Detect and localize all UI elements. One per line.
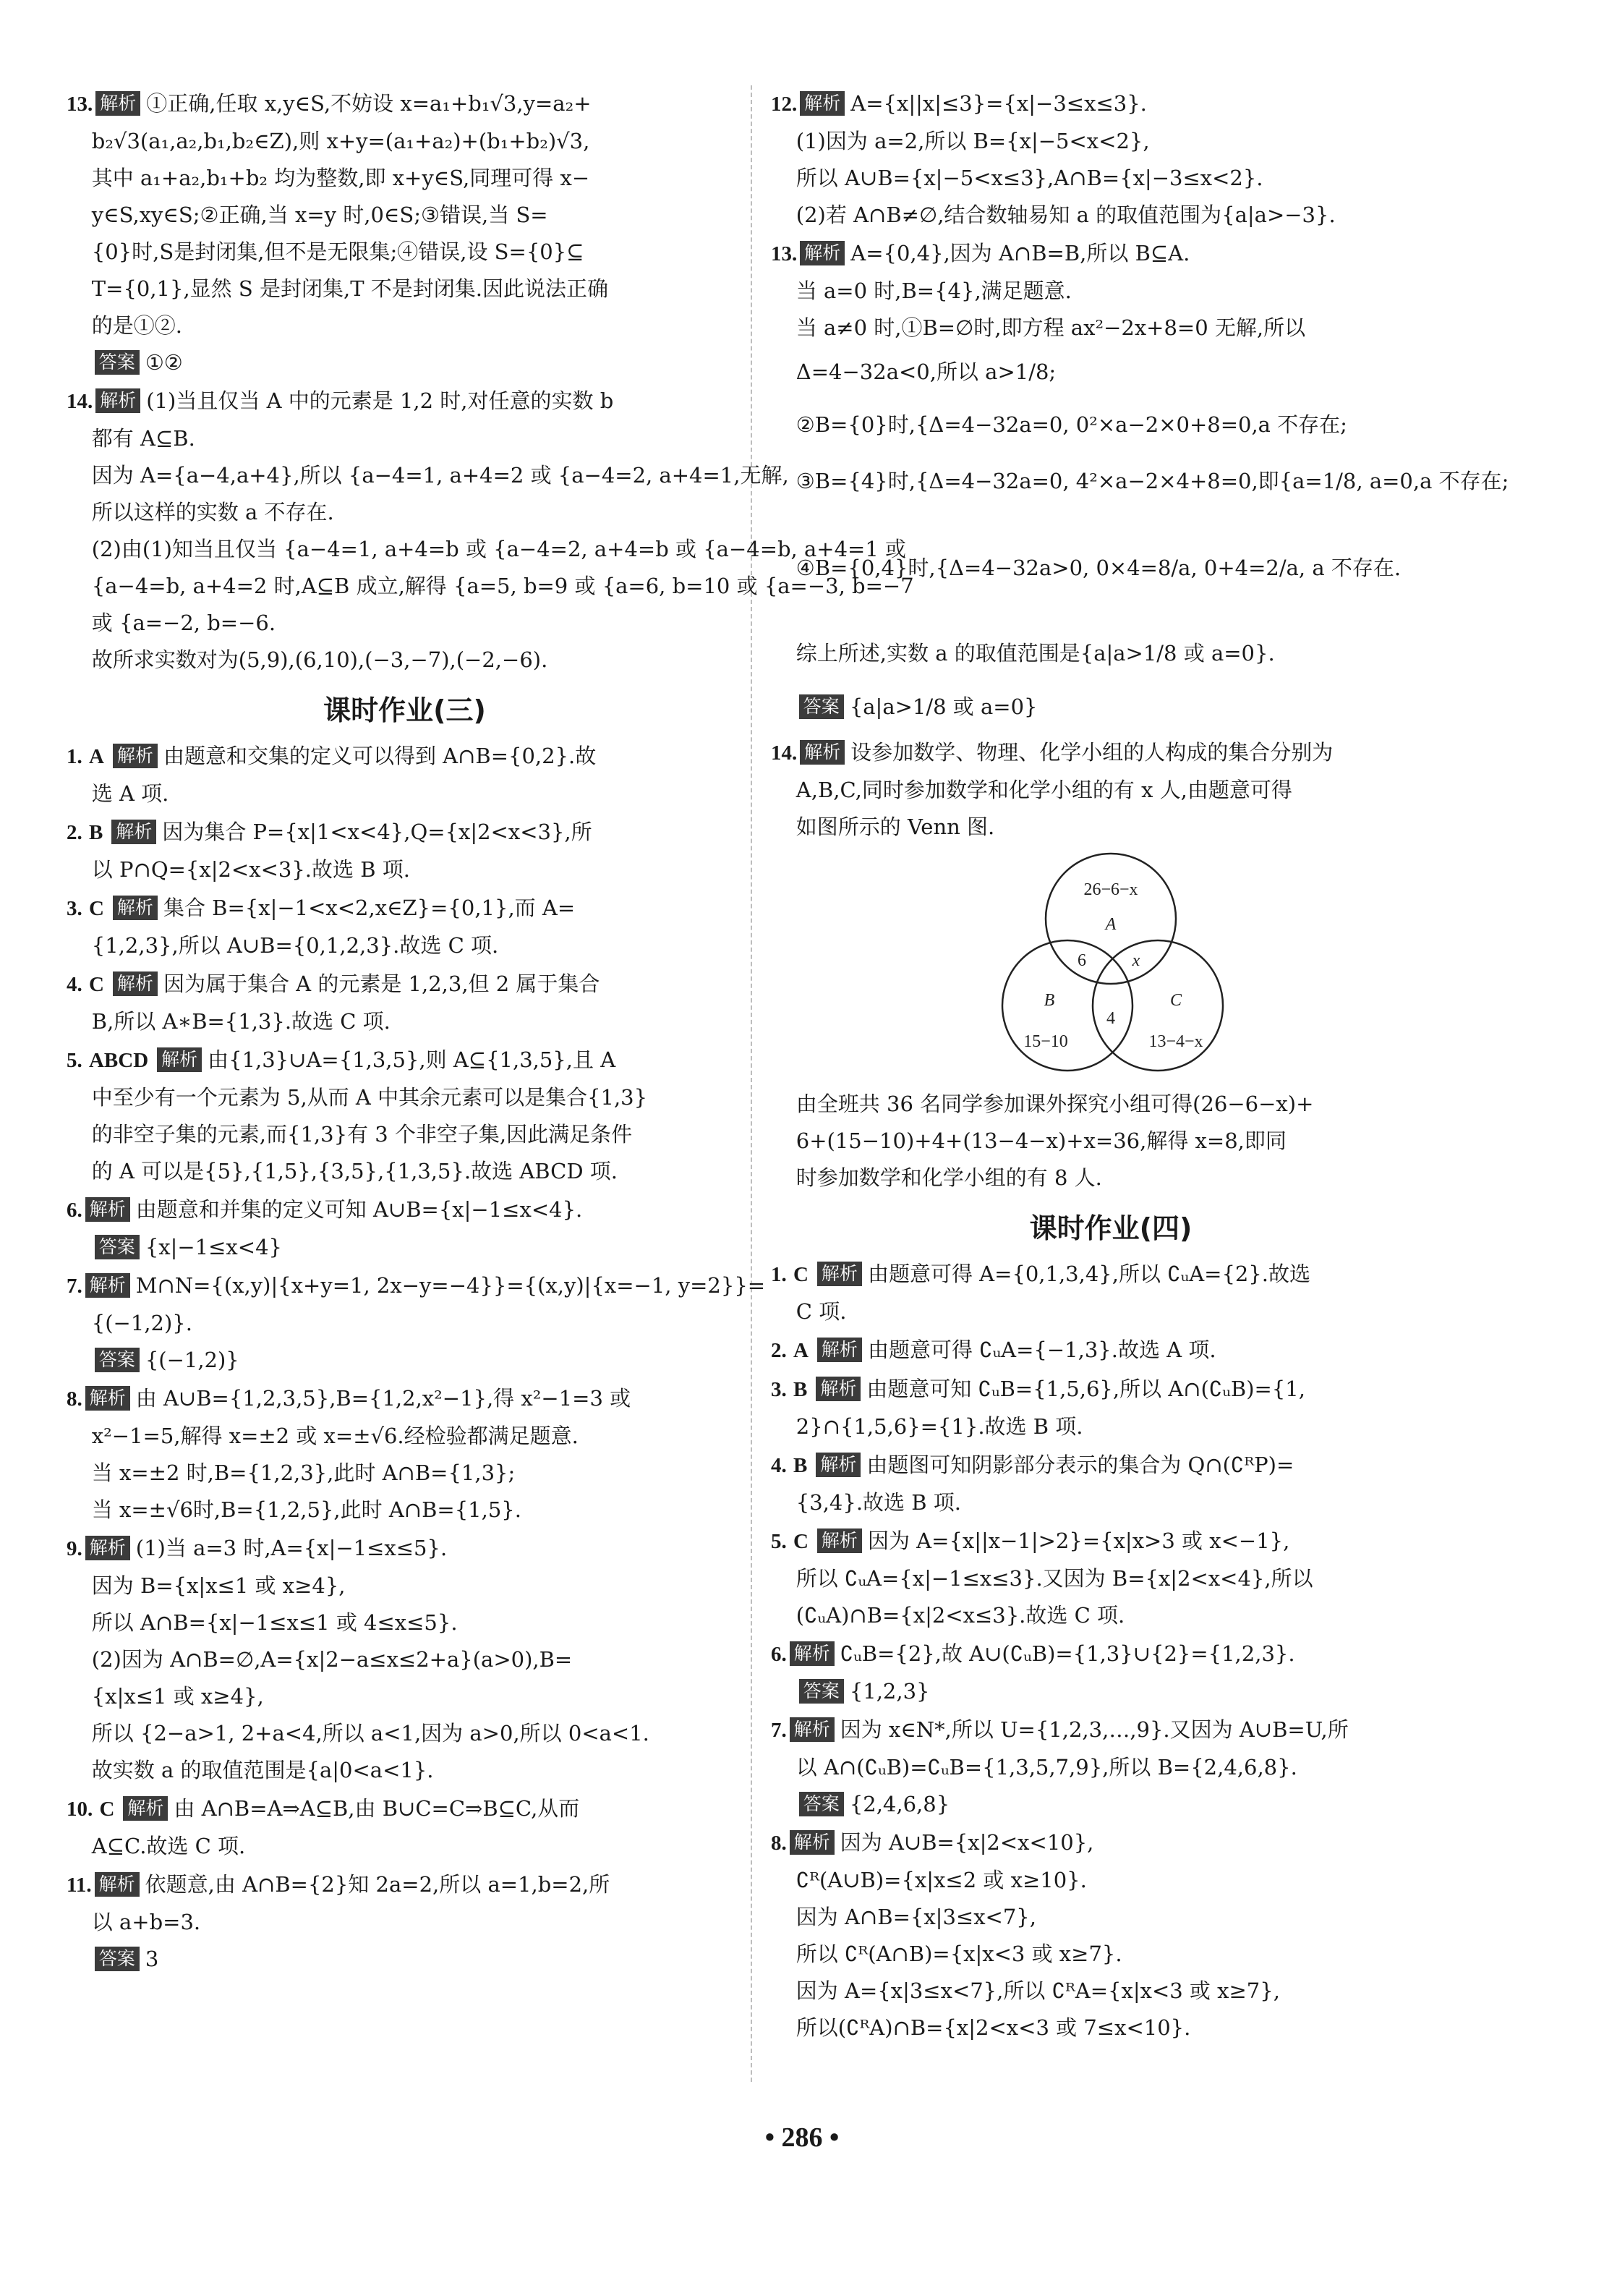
exercise-item (771, 1256, 1451, 1330)
choice-answer: ABCD (88, 1049, 149, 1072)
solution-line: 或 {a=−2, b=−6. (91, 611, 276, 635)
solution-line: ∁ᴿ(A∪B)={x|x≤2 或 x≥10}. (795, 1868, 1087, 1892)
venn-bc: 4 (1106, 1009, 1115, 1028)
answer-text: {1,2,3} (849, 1679, 930, 1704)
solution-line: (1)因为 a=2,所以 B={x|−5<x<2}, (795, 129, 1150, 153)
solution-line: 所以 A∪B={x|−5<x≤3},A∩B={x|−3≤x<2}. (795, 166, 1263, 190)
solution-line: 集合 B={x|−1<x<2,x∈Z}={0,1},而 A= (163, 896, 576, 920)
problem-number: 4. (67, 973, 82, 996)
answer-tag: 答案 (799, 694, 844, 719)
analysis-tag: 解析 (113, 971, 158, 996)
exercise-item (771, 1636, 1451, 1710)
analysis-tag: 解析 (817, 1262, 862, 1286)
exercise-item (67, 1042, 743, 1190)
solution-line: {a−4=b, a+4=2 时,A⊆B 成立,解得 {a=5, b=9 或 {a=6, b=10 或 {a=−3, b=−7 (91, 574, 914, 598)
analysis-tag: 解析 (123, 1796, 168, 1821)
solution-line: 所以 A∩B={x|−1≤x≤1 或 4≤x≤5}. (91, 1610, 458, 1635)
exercise-item (67, 1380, 743, 1528)
choice-answer: C (793, 1530, 809, 1553)
exercise-item (771, 1523, 1451, 1634)
solution-line: (1)当且仅当 A 中的元素是 1,2 时,对任意的实数 b (146, 388, 614, 413)
answer-tag: 答案 (95, 1235, 140, 1259)
analysis-tag: 解析 (113, 744, 158, 768)
venn-label-a: A (1105, 915, 1117, 934)
analysis-tag: 解析 (790, 1641, 835, 1666)
problem-14 (67, 383, 914, 679)
choice-answer: B (793, 1454, 808, 1477)
choice-answer: A (793, 1339, 809, 1362)
venn-label-b: B (1044, 991, 1055, 1010)
problem-number: 9. (67, 1537, 82, 1560)
answer-text: 3 (145, 1947, 159, 1971)
exercise-item (67, 1530, 743, 1789)
solution-line: 都有 A⊆B. (91, 426, 195, 451)
solution-line: (2)由(1)知当且仅当 {a−4=1, a+4=b 或 {a−4=2, a+4=b 或 {a−4=b, a+4=1 或 (91, 537, 906, 561)
solution-line: 所以 ∁ᵤA={x|−1≤x≤3}.又因为 B={x|2<x<4},所以 (795, 1566, 1313, 1591)
solution-line: 2}∩{1,5,6}={1}.故选 B 项. (795, 1414, 1083, 1439)
venn-only-c: 13−4−x (1148, 1032, 1203, 1051)
solution-line: 所以 {2−a>1, 2+a<4,所以 a<1,因为 a>0,所以 0<a<1. (91, 1721, 649, 1746)
solution-line: {(−1,2)}. (91, 1311, 192, 1335)
exercise-item (67, 1866, 743, 1978)
solution-line: 以 P∩Q={x|2<x<3}.故选 B 项. (91, 857, 410, 882)
problem-number: 7. (67, 1275, 82, 1298)
analysis-tag: 解析 (800, 740, 845, 765)
solution-line: 因为 x∈N*,所以 U={1,2,3,…,9}.又因为 A∪B=U,所 (840, 1717, 1349, 1742)
answer-text: {x|−1≤x<4} (145, 1235, 282, 1259)
solution-line: A={0,4},因为 A∩B=B,所以 B⊆A. (850, 241, 1190, 265)
analysis-tag: 解析 (85, 1386, 130, 1411)
analysis-tag: 解析 (816, 1453, 861, 1477)
choice-answer: C (99, 1798, 115, 1821)
analysis-tag: 解析 (85, 1197, 130, 1222)
solution-line: (2)若 A∩B≠∅,结合数轴易知 a 的取值范围为{a|a>−3}. (795, 203, 1336, 227)
analysis-tag: 解析 (817, 1338, 862, 1362)
solution-line: 故实数 a 的取值范围是{a|0<a<1}. (91, 1758, 434, 1782)
solution-line: 由题意可得 A={0,1,3,4},所以 ∁ᵤA={2}.故选 (867, 1262, 1311, 1286)
problem-number: 3. (771, 1378, 787, 1401)
exercise-item (67, 738, 743, 812)
solution-line: 综上所述,实数 a 的取值范围是{a|a>1/8 或 a=0}. (795, 641, 1275, 666)
solution-line: 由 A∪B={1,2,3,5},B={1,2,x²−1},得 x²−1=3 或 (135, 1386, 631, 1411)
solution-line: 以 a+b=3. (91, 1910, 201, 1934)
problem-number: 10. (67, 1798, 93, 1821)
analysis-tag: 解析 (95, 1872, 140, 1897)
problem-number: 5. (771, 1530, 787, 1553)
analysis-tag: 解析 (95, 388, 140, 413)
solution-line: (∁ᵤA)∩B={x|2<x≤3}.故选 C 项. (795, 1603, 1125, 1628)
analysis-tag: 解析 (816, 1377, 861, 1401)
solution-line: 由题意可得 ∁ᵤA={−1,3}.故选 A 项. (867, 1338, 1216, 1362)
solution-line: 因为 B={x|x≤1 或 x≥4}, (91, 1573, 346, 1598)
solution-line: 由{1,3}∪A={1,3,5},则 A⊆{1,3,5},且 A (208, 1047, 616, 1072)
problem-number: 6. (67, 1199, 82, 1222)
solution-line: {0}时,S是封闭集,但不是无限集;④错误,设 S={0}⊆ (91, 239, 584, 264)
solution-line: 中至少有一个元素为 5,从而 A 中其余元素可以是集合{1,3} (91, 1085, 648, 1110)
problem-number: 8. (67, 1387, 82, 1411)
problem-number: 14. (67, 390, 93, 413)
venn-only-a: 26−6−x (1083, 880, 1138, 899)
problem-number: 3. (67, 897, 82, 920)
exercise-item (67, 1790, 743, 1865)
solution-line: 如图所示的 Venn 图. (795, 815, 995, 839)
answer-tag: 答案 (95, 1947, 140, 1971)
problem-number: 1. (67, 745, 82, 768)
section-title: 课时作业(三) (323, 694, 486, 726)
answer-tag: 答案 (95, 350, 140, 375)
problem-number: 2. (67, 821, 82, 844)
exercise-item (67, 966, 743, 1040)
choice-answer: B (88, 821, 103, 844)
solution-line: 由题意可知 ∁ᵤB={1,5,6},所以 A∩(∁ᵤB)={1, (866, 1377, 1305, 1401)
analysis-tag: 解析 (113, 896, 158, 920)
exercise-item (67, 890, 743, 964)
solution-line: 时参加数学和化学小组的有 8 人. (795, 1165, 1102, 1190)
solution-line: A={x||x|≤3}={x|−3≤x≤3}. (850, 91, 1147, 116)
solution-line: ∁ᵤB={2},故 A∪(∁ᵤB)={1,3}∪{2}={1,2,3}. (840, 1641, 1295, 1666)
analysis-tag: 解析 (111, 820, 156, 844)
problem-number: 1. (771, 1263, 787, 1286)
exercise-item (67, 814, 743, 888)
solution-line: 因为 A={x|3≤x<7},所以 ∁ᴿA={x|x<3 或 x≥7}, (795, 1978, 1280, 2003)
solution-line: {3,4}.故选 B 项. (795, 1490, 962, 1515)
solution-line: 当 a=0 时,B={4},满足题意. (795, 279, 1072, 303)
solution-line: Δ=4−32a<0,所以 a>1/8; (795, 360, 1057, 384)
problem-number: 4. (771, 1454, 787, 1477)
solution-line: 6+(15−10)+4+(13−4−x)+x=36,解得 x=8,即同 (795, 1128, 1287, 1153)
solution-line: ④B={0,4}时,{Δ=4−32a>0, 0×4=8/a, 0+4=2/a, a 不存在. (795, 556, 1402, 580)
solution-line: x²−1=5,解得 x=±2 或 x=±√6.经检验都满足题意. (91, 1424, 579, 1448)
analysis-tag: 解析 (790, 1830, 835, 1855)
analysis-tag: 解析 (790, 1717, 835, 1742)
analysis-tag: 解析 (95, 91, 140, 116)
solution-line: T={0,1},显然 S 是封闭集,T 不是封闭集.因此说法正确 (91, 276, 608, 301)
problem-13 (771, 235, 1509, 733)
answer-text: {(−1,2)} (145, 1348, 239, 1372)
solution-line: 当 a≠0 时,①B=∅时,即方程 ax²−2x+8=0 无解,所以 (795, 315, 1306, 340)
problem-number: 13. (771, 242, 798, 265)
answer-tag: 答案 (799, 1792, 844, 1816)
solution-line: 的 A 可以是{5},{1,5},{3,5},{1,3,5}.故选 ABCD 项. (91, 1159, 618, 1183)
solution-line: ①正确,任取 x,y∈S,不妨设 x=a₁+b₁√3,y=a₂+ (146, 91, 592, 116)
problem-number: 5. (67, 1049, 82, 1072)
exercise-item (771, 1332, 1451, 1369)
choice-answer: B (793, 1378, 808, 1401)
solution-line: 由 A∩B=A⇒A⊆B,由 B∪C=C⇒B⊆C,从而 (174, 1796, 580, 1821)
problem-12 (771, 85, 1451, 234)
answer-tag: 答案 (799, 1679, 844, 1704)
solution-line: 由题意和并集的定义可知 A∪B={x|−1≤x<4}. (135, 1197, 583, 1222)
venn-circle-c (1093, 940, 1223, 1071)
solution-line: 所以这样的实数 a 不存在. (91, 500, 334, 524)
venn-ac: x (1132, 951, 1140, 970)
problem-number: 11. (67, 1874, 92, 1897)
answer-text: ①② (145, 350, 183, 375)
answer-text: {a|a>1/8 或 a=0} (849, 694, 1038, 719)
solution-line: ②B={0}时,{Δ=4−32a=0, 0²×a−2×0+8=0,a 不存在; (795, 412, 1347, 437)
exercise-item (771, 1371, 1451, 1445)
solution-line: 因为 A∪B={x|2<x<10}, (840, 1830, 1094, 1855)
solution-line: y∈S,xy∈S;②正确,当 x=y 时,0∈S;③错误,当 S= (91, 203, 548, 227)
solution-line: 的非空子集的元素,而{1,3}有 3 个非空子集,因此满足条件 (91, 1122, 633, 1147)
problem-number: 2. (771, 1339, 787, 1362)
solution-line: 依题意,由 A∩B={2}知 2a=2,所以 a=1,b=2,所 (145, 1872, 610, 1897)
solution-line: (1)当 a=3 时,A={x|−1≤x≤5}. (135, 1536, 448, 1560)
choice-answer: C (88, 897, 104, 920)
solution-line: 当 x=±2 时,B={1,2,3},此时 A∩B={1,3}; (91, 1460, 516, 1485)
analysis-tag: 解析 (800, 91, 845, 116)
venn-diagram (973, 850, 1248, 1081)
venn-label-c: C (1169, 991, 1182, 1010)
analysis-tag: 解析 (157, 1047, 202, 1072)
problem-number: 7. (771, 1719, 787, 1742)
exercise-item (771, 1447, 1451, 1521)
solution-line: 故所求实数对为(5,9),(6,10),(−3,−7),(−2,−6). (91, 647, 548, 672)
choice-answer: C (88, 973, 104, 996)
solution-line: 所以(∁ᴿA)∩B={x|2<x<3 或 7≤x<10}. (795, 2015, 1191, 2040)
venn-only-b: 15−10 (1023, 1032, 1068, 1051)
exercise-item (771, 1712, 1451, 1823)
solution-line: 由题意和交集的定义可以得到 A∩B={0,2}.故 (163, 744, 597, 768)
solution-line: 所以 ∁ᴿ(A∩B)={x|x<3 或 x≥7}. (795, 1942, 1122, 1966)
solution-line: 设参加数学、物理、化学小组的人构成的集合分别为 (850, 740, 1334, 765)
solution-line: ③B={4}时,{Δ=4−32a=0, 4²×a−2×4+8=0,即{a=1/8, a=0,a 不存在; (795, 469, 1509, 493)
solution-line: B,所以 A∗B={1,3}.故选 C 项. (91, 1009, 391, 1034)
page-number: • 286 • (764, 2122, 840, 2153)
answer-tag: 答案 (95, 1348, 140, 1372)
solution-line: 因为属于集合 A 的元素是 1,2,3,但 2 属于集合 (163, 971, 600, 996)
problem-13 (67, 85, 743, 381)
solution-line: 选 A 项. (91, 781, 169, 806)
solution-line: A⊆C.故选 C 项. (91, 1834, 246, 1858)
solution-line: 因为 A={a−4,a+4},所以 {a−4=1, a+4=2 或 {a−4=2, a+4=1,无解, (91, 463, 789, 488)
solution-line: (2)因为 A∩B=∅,A={x|2−a≤x≤2+a}(a>0),B= (91, 1647, 573, 1672)
solution-line: 因为集合 P={x|1<x<4},Q={x|2<x<3},所 (162, 820, 592, 844)
exercise-item (67, 1267, 766, 1379)
solution-line: 因为 A={x||x−1|>2}={x|x>3 或 x<−1}, (867, 1528, 1290, 1553)
section-title: 课时作业(四) (1029, 1212, 1193, 1244)
solution-line: 由题图可知阴影部分表示的集合为 Q∩(∁ᴿP)= (866, 1453, 1294, 1477)
exercise-item (771, 1824, 1451, 2046)
solution-line: b₂√3(a₁,a₂,b₁,b₂∈Z),则 x+y=(a₁+a₂)+(b₁+b₂)√3, (91, 129, 590, 153)
solution-line: {x|x≤1 或 x≥4}, (91, 1684, 264, 1709)
solution-line: {1,2,3},所以 A∪B={0,1,2,3}.故选 C 项. (91, 933, 499, 958)
solution-line: 其中 a₁+a₂,b₁+b₂ 均为整数,即 x+y∈S,同理可得 x− (91, 166, 590, 190)
venn-ab: 6 (1078, 951, 1086, 970)
problem-number: 12. (771, 93, 798, 116)
problem-number: 14. (771, 741, 798, 765)
answer-text: {2,4,6,8} (849, 1792, 950, 1816)
solution-line: 当 x=±√6时,B={1,2,5},此时 A∩B={1,5}. (91, 1497, 521, 1522)
solution-line: 因为 A∩B={x|3≤x<7}, (795, 1905, 1036, 1929)
problem-number: 13. (67, 93, 93, 116)
analysis-tag: 解析 (800, 241, 845, 265)
exercise-item (67, 1191, 743, 1266)
problem-number: 8. (771, 1832, 787, 1855)
choice-answer: A (88, 745, 104, 768)
solution-line: M∩N={(x,y)|{x+y=1, 2x−y=−4}}={(x,y)|{x=−1, y=2}}= (135, 1273, 766, 1298)
solution-line: C 项. (795, 1299, 847, 1324)
analysis-tag: 解析 (817, 1528, 862, 1553)
problem-number: 6. (771, 1643, 787, 1666)
venn-circle-b (1002, 940, 1132, 1071)
solution-line: 以 A∩(∁ᵤB)=∁ᵤB={1,3,5,7,9},所以 B={2,4,6,8}. (795, 1755, 1297, 1780)
right-column (771, 85, 1509, 2048)
problem-14 (771, 734, 1451, 1196)
analysis-tag: 解析 (85, 1273, 130, 1298)
solution-line: 由全班共 36 名同学参加课外探究小组可得(26−6−x)+ (795, 1092, 1314, 1116)
solution-line: 的是①②. (91, 313, 183, 338)
column-divider (751, 85, 752, 2082)
choice-answer: C (793, 1263, 809, 1286)
solution-line: A,B,C,同时参加数学和化学小组的有 x 人,由题意可得 (795, 778, 1292, 802)
analysis-tag: 解析 (85, 1536, 130, 1560)
